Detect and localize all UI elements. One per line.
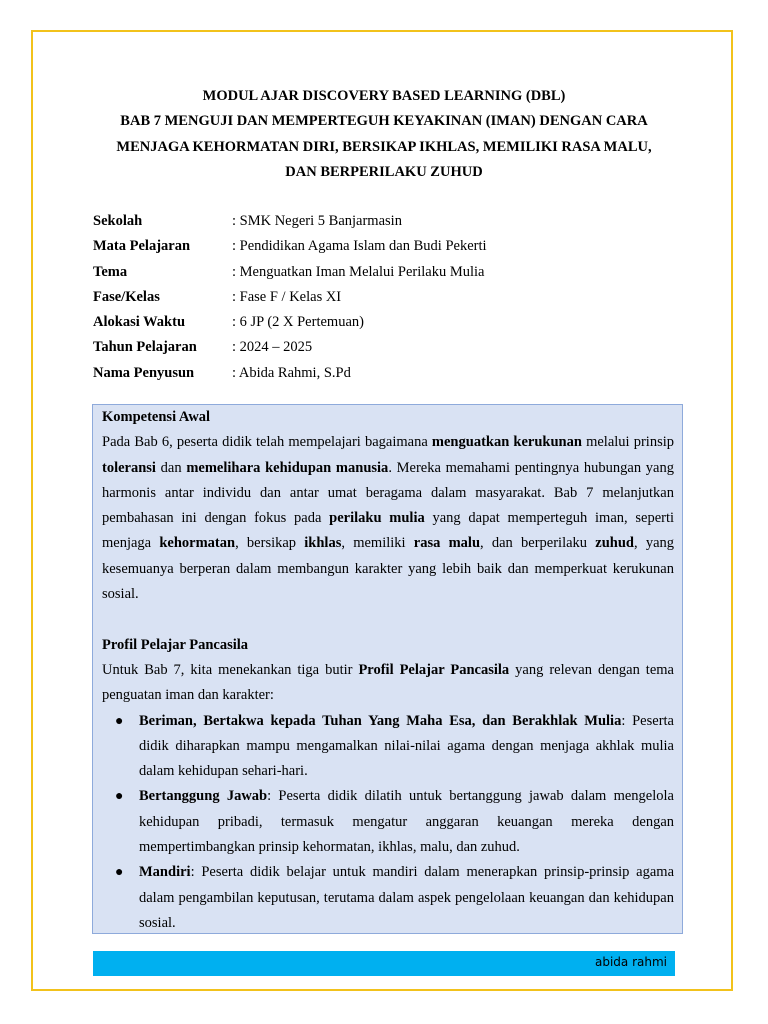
title-line: BAB 7 MENGUJI DAN MEMPERTEGUH KEYAKINAN (IMAN) DENGAN CARA [120, 113, 648, 130]
info-row-year [93, 335, 693, 360]
info-row-author [93, 361, 693, 386]
list-item: ● Bertanggung Jawab: Peserta didik dilatih untuk bertanggung jawab dalam mengelola kehidupan pribadi, termasuk mengatur anggaran keuangan mereka dengan mempertimbangkan prinsip kehormatan, ikhlas, malu, dan zuhud. [102, 784, 674, 860]
info-label: Sekolah [93, 213, 143, 229]
info-label: Tema [93, 263, 128, 280]
bullet-icon: ● [115, 789, 124, 805]
title-line: MENJAGA KEHORMATAN DIRI, BERSIKAP IKHLAS, MEMILIKI RASA MALU, [116, 138, 652, 155]
info-row-phase [93, 285, 693, 310]
info-row-subject [93, 234, 693, 259]
identity-table [93, 209, 693, 386]
kompetensi-paragraph: Pada Bab 6, peserta didik telah mempelajari bagaimana menguatkan kerukunan melalui prinsip toleransi dan memelihara kehidupan manusia. Mereka memahami pentingnya hubungan yang harmonis antar individu dan antar umat beragama dalam masyarakat. Bab 7 melanjutkan pembahasan ini dengan fokus pada perilaku mulia yang dapat memperteguh iman, seperti menjaga kehormatan, bersikap ikhlas, memiliki rasa malu, dan berperilaku zuhud, yang kesemuanya berperan dalam membangun karakter yang lebih baik dan memperkuat kerukunan sosial. [102, 434, 675, 603]
document-title [60, 84, 708, 185]
info-label: Mata Pelajaran [93, 238, 191, 255]
info-label: Alokasi Waktu [93, 314, 186, 331]
info-label: Fase/Kelas [93, 288, 160, 305]
list-item: ● Mandiri: Peserta didik belajar untuk mandiri dalam menerapkan prinsip-prinsip agama dalam pengambilan keputusan, terutama dalam aspek pengelolaan keuangan dan kehidupan sosial. [102, 860, 674, 936]
profil-intro: Untuk Bab 7, kita menekankan tiga butir Profil Pelajar Pancasila yang relevan dengan tema penguatan iman dan karakter: [102, 661, 674, 704]
section-heading-profil: Profil Pelajar Pancasila [102, 636, 249, 653]
bullet-icon: ● [115, 713, 124, 729]
info-row-theme [93, 260, 693, 285]
content-box [92, 404, 683, 934]
info-row-time [93, 310, 693, 335]
footer-author: abida rahmi [594, 955, 667, 969]
info-value: : Pendidikan Agama Islam dan Budi Pekerti [232, 238, 487, 255]
info-value: : SMK Negeri 5 Banjarmasin [232, 213, 402, 229]
info-value: : Fase F / Kelas XI [232, 288, 342, 305]
info-label: Nama Penyusun [93, 364, 195, 381]
info-value: : 6 JP (2 X Pertemuan) [232, 314, 364, 331]
info-value: : 2024 – 2025 [232, 339, 313, 356]
profil-bullet-list [102, 709, 674, 937]
bullet-icon: ● [115, 865, 124, 881]
list-item: ● Beriman, Bertakwa kepada Tuhan Yang Maha Esa, dan Berakhlak Mulia: Peserta didik diharapkan mampu mengamalkan nilai-nilai agama dengan menjaga akhlak mulia dalam kehidupan sehari-hari. [102, 709, 674, 785]
footer-bar [93, 951, 675, 976]
section-heading-kompetensi: Kompetensi Awal [102, 409, 211, 425]
info-value: : Menguatkan Iman Melalui Perilaku Mulia [232, 263, 485, 280]
info-row-school [93, 209, 693, 234]
title-line: MODUL AJAR DISCOVERY BASED LEARNING (DBL) [202, 88, 566, 104]
info-value: : Abida Rahmi, S.Pd [232, 364, 351, 381]
info-label: Tahun Pelajaran [93, 339, 197, 356]
title-line: DAN BERPERILAKU ZUHUD [285, 163, 483, 180]
